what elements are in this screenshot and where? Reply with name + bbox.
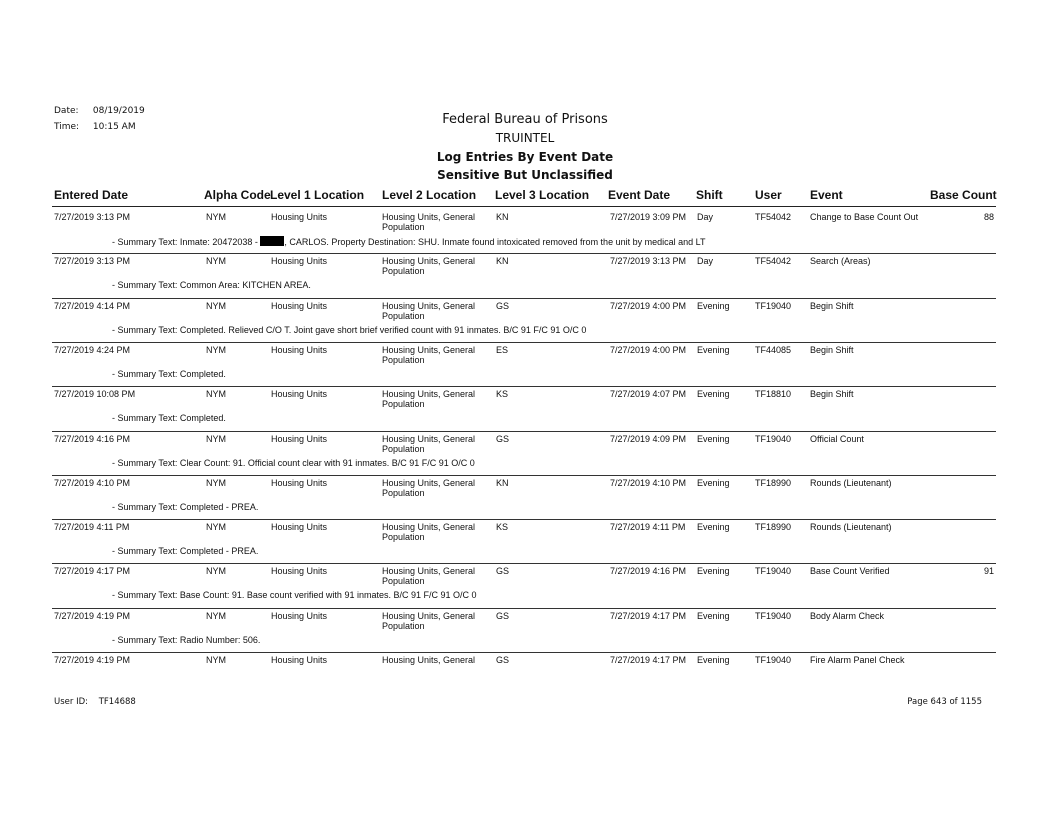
report-time (54, 122, 136, 132)
row-divider (52, 608, 996, 609)
event-date-cell: 7/27/2019 4:17 PM (610, 655, 687, 665)
shift-cell: Evening (697, 610, 730, 621)
page-number: Page 643 of 1155 (907, 697, 982, 707)
row-divider (52, 475, 996, 476)
event-cell: Search (Areas) (810, 256, 871, 267)
table-header (54, 188, 996, 206)
summary-text (112, 413, 226, 423)
level2-cell: Housing Units, General Population (382, 344, 476, 365)
report-date (54, 106, 145, 116)
shift-cell: Evening (697, 566, 730, 577)
level1-cell: Housing Units (271, 212, 328, 222)
summary-text (112, 236, 705, 247)
user-cell: TF44085 (755, 344, 792, 355)
level3-cell: GS (496, 300, 510, 311)
classification-title: Sensitive But Unclassified (437, 168, 613, 182)
alpha-code-cell: NYM (206, 522, 226, 533)
shift-cell: Evening (697, 300, 730, 311)
summary-text-part: - Summary Text: Common Area: KITCHEN AREA. (112, 280, 311, 291)
row-divider (52, 519, 996, 520)
event-cell: Change to Base Count Out (810, 212, 919, 222)
alpha-code-cell: NYM (206, 655, 226, 665)
alpha-code-cell: NYM (206, 477, 226, 488)
col-level2: Level 2 Location (382, 188, 477, 202)
agency-title: Federal Bureau of Prisons (442, 112, 608, 127)
user-cell: TF54042 (755, 212, 792, 222)
user-id-value: TF14688 (98, 697, 136, 707)
user-cell: TF19040 (755, 655, 792, 665)
summary-text-part: - Summary Text: Base Count: 91. Base count verified with 91 inmates. B/C 91 F/C 91 O/C 0 (112, 590, 477, 601)
alpha-code-cell: NYM (206, 389, 226, 400)
level1-cell: Housing Units (271, 389, 328, 400)
date-value: 08/19/2019 (92, 106, 145, 116)
level1-cell: Housing Units (271, 256, 328, 267)
entered-date-cell: 7/27/2019 4:10 PM (54, 477, 131, 488)
shift-cell: Evening (697, 522, 730, 533)
shift-cell: Evening (697, 433, 730, 444)
event-date-cell: 7/27/2019 4:07 PM (610, 389, 687, 400)
level1-cell: Housing Units (271, 433, 328, 444)
entered-date-cell: 7/27/2019 4:16 PM (54, 433, 131, 444)
level1-cell: Housing Units (271, 344, 328, 355)
redaction-block (260, 236, 284, 246)
user-id-label: User ID: (54, 697, 88, 707)
shift-cell: Evening (697, 655, 730, 665)
summary-text-part: - Summary Text: Clear Count: 91. Official count clear with 91 inmates. B/C 91 F/C 91 O/C 0 (112, 457, 475, 468)
row-divider (52, 652, 996, 653)
summary-text-part: - Summary Text: Completed. (112, 413, 226, 424)
entered-date-cell: 7/27/2019 4:19 PM (54, 610, 131, 621)
alpha-code-cell: NYM (206, 212, 226, 222)
summary-text-part: - Summary Text: Completed - PREA. (112, 546, 259, 557)
report-title: Log Entries By Event Date (436, 150, 614, 164)
row-divider (52, 298, 996, 299)
level2-cell: Housing Units, General Population (382, 256, 476, 277)
summary-text (112, 458, 475, 468)
col-entered-date: Entered Date (54, 188, 129, 202)
summary-text-part: - Summary Text: Completed - PREA. (112, 501, 259, 512)
event-cell: Rounds (Lieutenant) (810, 522, 892, 533)
event-date-cell: 7/27/2019 4:00 PM (610, 300, 687, 311)
col-level1: Level 1 Location (270, 188, 365, 202)
level3-cell: KS (496, 389, 509, 400)
row-divider (52, 342, 996, 343)
col-shift: Shift (696, 188, 723, 202)
event-cell: Official Count (810, 433, 864, 444)
user-cell: TF18810 (755, 389, 792, 400)
level1-cell: Housing Units (271, 477, 328, 488)
summary-text (112, 502, 258, 512)
table-row (54, 344, 996, 388)
entered-date-cell: 7/27/2019 4:11 PM (54, 522, 130, 533)
col-base-count: Base Count (930, 188, 997, 202)
summary-text-part: - Summary Text: Radio Number: 506. (112, 634, 261, 645)
entered-date-cell: 7/27/2019 3:13 PM (54, 256, 131, 267)
level3-cell: KN (496, 256, 509, 267)
entered-date-cell: 7/27/2019 4:19 PM (54, 655, 131, 665)
date-label: Date: (54, 106, 79, 116)
level3-cell: KN (496, 212, 509, 222)
event-date-cell: 7/27/2019 4:17 PM (610, 610, 687, 621)
summary-text (112, 369, 226, 379)
level3-cell: GS (496, 566, 510, 577)
footer-user (54, 697, 136, 707)
entered-date-cell: 7/27/2019 4:24 PM (54, 344, 131, 355)
event-cell: Fire Alarm Panel Check (810, 655, 905, 665)
level2-cell: Housing Units, General Population (382, 433, 476, 454)
table-row (54, 300, 996, 344)
user-cell: TF19040 (755, 433, 792, 444)
table-row (54, 388, 996, 432)
user-cell: TF19040 (755, 300, 792, 311)
alpha-code-cell: NYM (206, 433, 226, 444)
table-row (54, 433, 996, 477)
summary-text (112, 590, 477, 600)
level3-cell: ES (496, 344, 509, 355)
level3-cell: GS (496, 433, 510, 444)
system-title: TRUINTEL (495, 131, 555, 145)
level2-cell: Housing Units, General (382, 655, 476, 665)
level2-cell: Housing Units, General Population (382, 610, 476, 631)
shift-cell: Evening (697, 389, 730, 400)
event-date-cell: 7/27/2019 3:13 PM (610, 256, 687, 267)
row-divider (52, 386, 996, 387)
summary-text (112, 635, 260, 645)
col-event-date: Event Date (608, 188, 671, 202)
event-cell: Begin Shift (810, 389, 854, 400)
row-divider (52, 431, 996, 432)
event-date-cell: 7/27/2019 4:10 PM (610, 477, 687, 488)
entered-date-cell: 7/27/2019 4:17 PM (54, 566, 131, 577)
level1-cell: Housing Units (271, 300, 328, 311)
user-cell: TF18990 (755, 522, 792, 533)
entered-date-cell: 7/27/2019 4:14 PM (54, 300, 131, 311)
summary-text (112, 546, 258, 556)
time-value: 10:15 AM (92, 122, 136, 132)
event-cell: Begin Shift (810, 300, 854, 311)
level2-cell: Housing Units, General Population (382, 300, 476, 321)
event-cell: Base Count Verified (810, 566, 890, 577)
entered-date-cell: 7/27/2019 3:13 PM (54, 212, 131, 222)
base-count-cell: 88 (983, 212, 994, 222)
summary-text (112, 325, 586, 335)
table-row (54, 255, 996, 299)
shift-cell: Evening (697, 344, 730, 355)
level1-cell: Housing Units (271, 610, 328, 621)
event-cell: Rounds (Lieutenant) (810, 477, 892, 488)
table-row (54, 521, 996, 565)
col-level3: Level 3 Location (495, 188, 590, 202)
level1-cell: Housing Units (271, 522, 328, 533)
level2-cell: Housing Units, General Population (382, 477, 476, 498)
base-count-cell: 91 (983, 566, 994, 577)
level1-cell: Housing Units (271, 655, 328, 665)
shift-cell: Day (697, 256, 714, 267)
level1-cell: Housing Units (271, 566, 328, 577)
col-user: User (755, 188, 782, 202)
table-row (54, 610, 996, 654)
event-date-cell: 7/27/2019 4:16 PM (610, 566, 687, 577)
level3-cell: GS (496, 610, 510, 621)
alpha-code-cell: NYM (206, 566, 226, 577)
alpha-code-cell: NYM (206, 256, 226, 267)
summary-text-part: - Summary Text: Completed. Relieved C/O T. Joint gave short brief verified count with 91 inmates. B/C 91 F/C 91 O/C 0 (112, 324, 587, 335)
summary-text-part: - Summary Text: Inmate: 20472038 - (112, 237, 258, 247)
user-cell: TF54042 (755, 256, 792, 267)
shift-cell: Day (697, 212, 714, 222)
event-date-cell: 7/27/2019 3:09 PM (610, 212, 687, 222)
event-date-cell: 7/27/2019 4:00 PM (610, 344, 687, 355)
summary-text-part: - Summary Text: Completed. (112, 368, 226, 379)
user-cell: TF18990 (755, 477, 792, 488)
entered-date-cell: 7/27/2019 10:08 PM (54, 389, 136, 400)
summary-text (112, 280, 311, 290)
alpha-code-cell: NYM (206, 610, 226, 621)
event-date-cell: 7/27/2019 4:11 PM (610, 522, 686, 533)
alpha-code-cell: NYM (206, 344, 226, 355)
col-event: Event (810, 188, 843, 202)
event-date-cell: 7/27/2019 4:09 PM (610, 433, 687, 444)
table-row (54, 211, 996, 255)
level2-cell: Housing Units, General Population (382, 389, 476, 410)
row-divider (52, 253, 996, 254)
shift-cell: Evening (697, 477, 730, 488)
alpha-code-cell: NYM (206, 300, 226, 311)
table-row (54, 477, 996, 521)
time-label: Time: (54, 122, 80, 132)
summary-text-part: , CARLOS. Property Destination: SHU. Inmate found intoxicated removed from the unit by medical and LT (284, 237, 706, 247)
user-cell: TF19040 (755, 610, 792, 621)
event-cell: Body Alarm Check (810, 610, 885, 621)
col-alpha-code: Alpha Code (204, 188, 271, 202)
event-cell: Begin Shift (810, 344, 854, 355)
level3-cell: KS (496, 522, 509, 533)
header-divider (52, 206, 996, 207)
level2-cell: Housing Units, General Population (382, 566, 476, 587)
table-row (54, 654, 996, 698)
user-cell: TF19040 (755, 566, 792, 577)
row-divider (52, 563, 996, 564)
level3-cell: KN (496, 477, 509, 488)
table-row (54, 565, 996, 609)
level2-cell: Housing Units, General Population (382, 522, 476, 543)
level2-cell: Housing Units, General Population (382, 212, 476, 232)
level3-cell: GS (496, 655, 510, 665)
